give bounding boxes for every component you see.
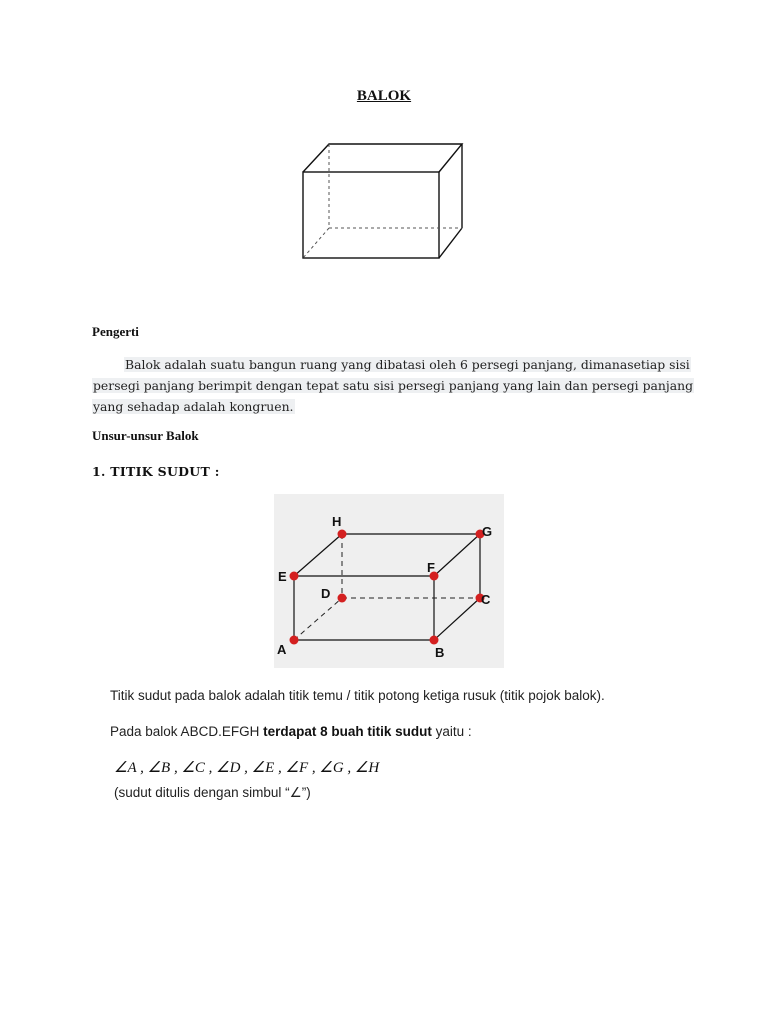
vertex-dot-D	[338, 594, 347, 603]
section-heading-pengerti: Pengerti	[92, 324, 139, 339]
vertex-dot-B	[430, 636, 439, 645]
right-bottom-edge	[439, 228, 462, 258]
definition-line-3: yang sehadap adalah kongruen.	[93, 399, 294, 414]
vertex-label-F: F	[427, 560, 435, 575]
labeled-cuboid-figure	[274, 494, 504, 668]
top-face-edges	[303, 144, 462, 172]
vertex-dot-A	[290, 636, 299, 645]
vertex-label-D: D	[321, 586, 331, 601]
vertex-label-E: E	[278, 569, 287, 584]
vertex-count-bold: terdapat 8 buah titik sudut	[263, 724, 432, 739]
section-heading-unsur: Unsur-unsur Balok	[92, 428, 199, 443]
angle-symbol-note: (sudut ditulis dengan simbul “∠”)	[114, 785, 311, 800]
vertex-label-H: H	[332, 514, 342, 529]
angle-list: ∠A , ∠B , ∠C , ∠D , ∠E , ∠F , ∠G , ∠H	[114, 760, 380, 776]
page-title: BALOK	[356, 88, 412, 104]
vertex-description: Titik sudut pada balok adalah titik temu / titik potong ketiga rusuk (titik pojok balok).	[110, 688, 605, 703]
vertex-label-G: G	[482, 524, 493, 539]
cuboid-figure	[296, 140, 468, 264]
vertex-count-sentence	[110, 724, 472, 739]
vertex-dot-E	[290, 572, 299, 581]
definition-line-2: persegi panjang berimpit dengan tepat satu sisi persegi panjang yang lain dan persegi panjang	[93, 378, 694, 393]
vertex-dot-H	[338, 530, 347, 539]
vertex-count-prefix: Pada balok ABCD.EFGH	[110, 724, 264, 739]
hidden-depth-edge	[303, 228, 329, 258]
vertex-label-C: C	[481, 592, 491, 607]
vertex-label-A: A	[277, 642, 287, 657]
definition-line-1: Balok adalah suatu bangun ruang yang dibatasi oleh 6 persegi panjang, dimanasetiap sisi	[125, 357, 690, 372]
vertex-label-B: B	[435, 645, 445, 660]
vertex-count-suffix: yaitu :	[431, 724, 472, 739]
section-heading-titik-sudut: 1. TITIK SUDUT :	[92, 464, 220, 479]
figure-background	[274, 494, 504, 668]
definition-paragraph	[92, 354, 694, 417]
front-face	[303, 172, 439, 258]
